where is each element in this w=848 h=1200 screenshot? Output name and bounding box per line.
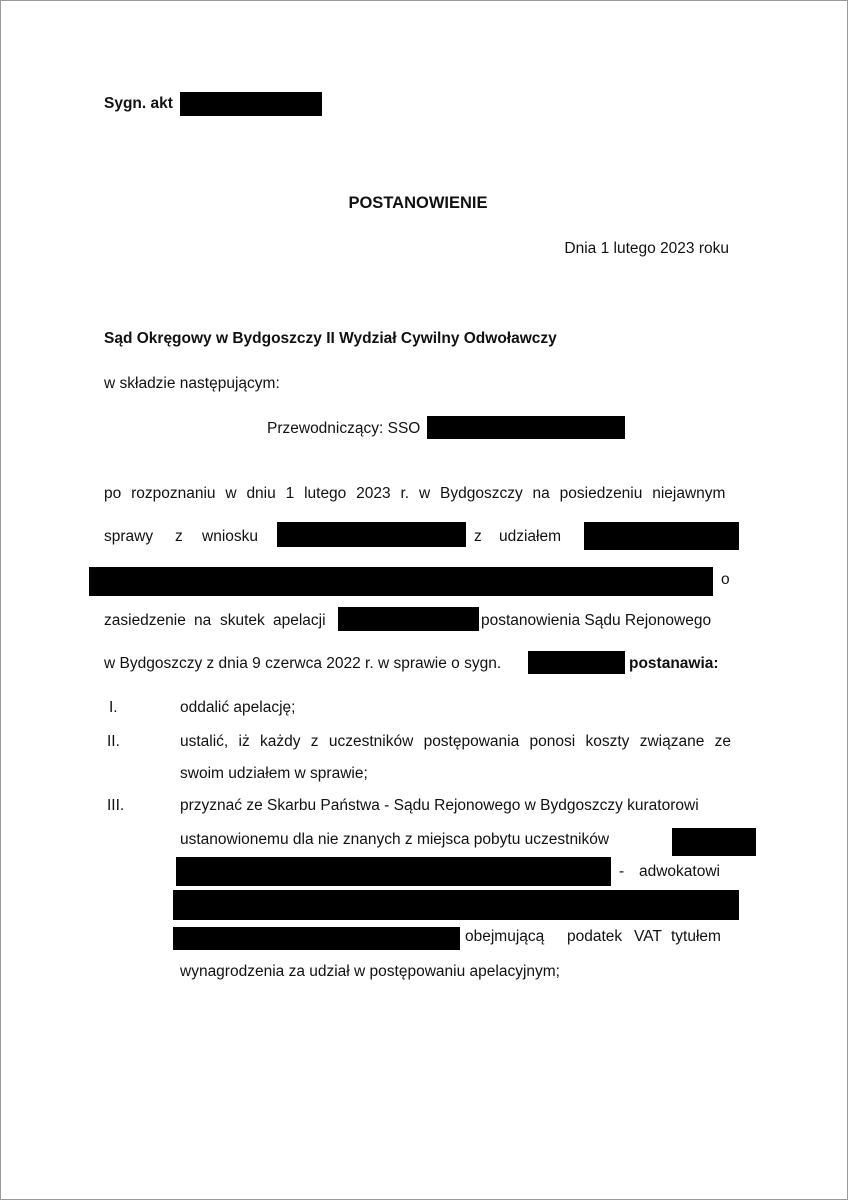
word-tytulem: tytułem <box>671 928 721 945</box>
redaction-participant-1 <box>584 522 739 550</box>
court-name: Sąd Okręgowy w Bydgoszczy II Wydział Cywilny Odwoławczy <box>104 330 557 347</box>
redaction-applicant <box>277 522 466 547</box>
item-3-line-2: ustanowionemu dla nie znanych z miejsca pobytu uczestników <box>180 831 610 848</box>
word-z-2: z <box>474 528 482 545</box>
redaction-absent-participant <box>672 828 756 856</box>
word-sprawy: sprawy <box>104 528 154 545</box>
body-line-5-text: w Bydgoszczy z dnia 9 czerwca 2022 r. w sprawie o sygn. <box>104 655 502 672</box>
document-title: POSTANOWIENIE <box>348 194 488 212</box>
item-1-text: oddalić apelację; <box>180 699 296 716</box>
body-line-4-end: postanowienia Sądu Rejonowego <box>481 612 712 629</box>
item-2-line-1 <box>180 732 731 752</box>
word-o: o <box>721 571 730 588</box>
redaction-participants-names <box>176 857 611 886</box>
case-signature-label: Sygn. akt <box>104 95 173 112</box>
item-3-line-6: wynagrodzenia za udział w postępowaniu apelacyjnym; <box>180 963 560 980</box>
word-obejmujaca: obejmującą <box>465 928 545 945</box>
presiding-judge-label: Przewodniczący: SSO <box>267 420 421 437</box>
word-wniosku: wniosku <box>202 528 258 545</box>
item-3-number: III. <box>107 797 125 814</box>
body-line-1-text: po rozpoznaniu w dniu 1 lutego 2023 r. w Bydgoszczy na posiedzeniu niejawnym <box>104 485 726 502</box>
item-1-number: I. <box>109 699 118 716</box>
word-na: na <box>194 612 212 629</box>
word-podatek: podatek <box>567 928 623 945</box>
body-line-1 <box>104 484 731 504</box>
item-2-number: II. <box>107 733 120 750</box>
item-3-dash: - <box>619 863 625 880</box>
word-udzialem: udziałem <box>499 528 562 545</box>
redaction-appellant <box>338 607 479 631</box>
item-2-line-1-text: ustalić, iż każdy z uczestników postępowania ponosi koszty związane ze <box>180 733 731 750</box>
word-adwokatowi: adwokatowi <box>639 863 720 880</box>
word-skutek: skutek <box>220 612 265 629</box>
redaction-judge-name <box>427 416 625 439</box>
document-date: Dnia 1 lutego 2023 roku <box>564 240 729 257</box>
word-apelacji: apelacji <box>273 612 326 629</box>
redaction-case-number <box>180 92 322 116</box>
redaction-lower-court-signature <box>528 651 625 674</box>
word-vat: VAT <box>634 928 662 945</box>
redaction-amount <box>173 927 460 950</box>
redaction-participants-line <box>89 567 713 596</box>
redaction-attorney-details <box>173 890 739 920</box>
word-zasiedzenie: zasiedzenie <box>104 612 186 629</box>
item-2-line-2: swoim udziałem w sprawie; <box>180 765 368 782</box>
decision-keyword: postanawia: <box>629 655 719 672</box>
word-z: z <box>175 528 183 545</box>
court-composition: w składzie następującym: <box>104 375 280 392</box>
item-3-line-1: przyznać ze Skarbu Państwa - Sądu Rejonowego w Bydgoszczy kuratorowi <box>180 797 699 814</box>
